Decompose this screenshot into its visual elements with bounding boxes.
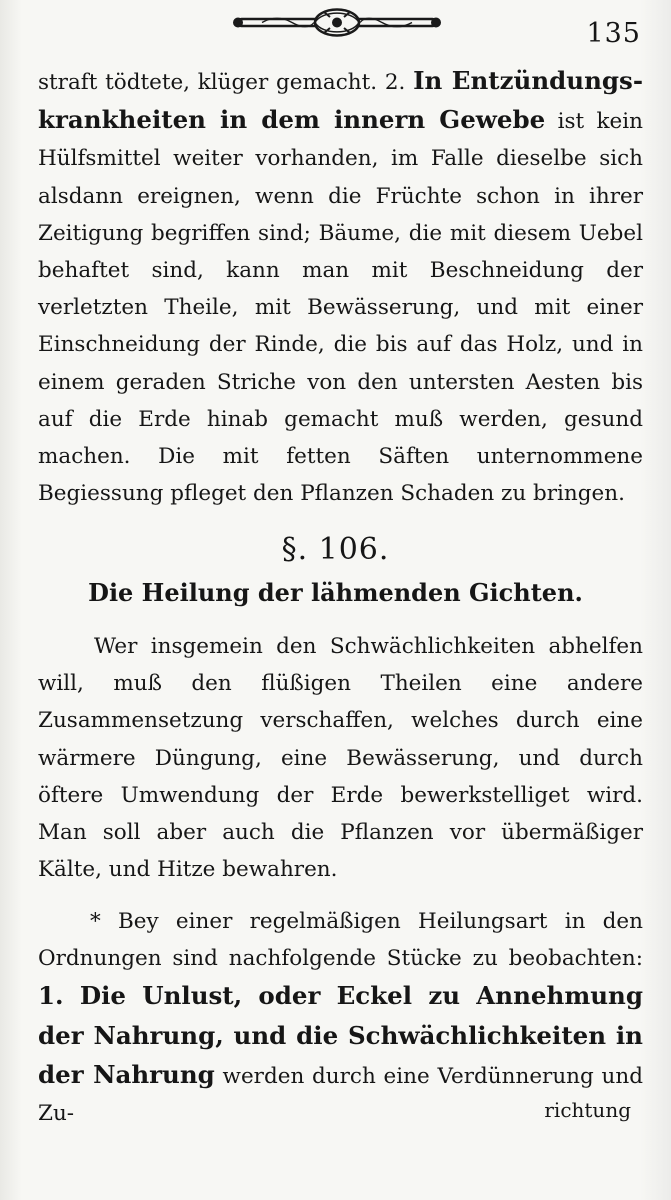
paragraph-top-lead: straft tödtete, klüger gemacht. 2.: [38, 70, 414, 95]
page-number: 135: [586, 18, 641, 49]
paragraph-main: Wer insgemein den Schwächlichkeiten abhelfen will, muß den flüßigen Theilen eine andere Zusammensetzung verschaffen, welches durch eine wärmere Düngung, eine Bewässerung, und durch öftere Umwendung der Erde bewerkstelliget wird. Man soll aber auch die Pflanzen vor übermäßiger Kälte, und Hitze bewahren.: [38, 634, 643, 883]
ornament-icon: [232, 6, 442, 40]
paragraph-note-bold: 1. Die Unlust, oder Eckel zu Annehmung der Nahrung, und die Schwächlichkeiten in der Nahrung: [38, 981, 643, 1089]
paragraph-note-lead: * Bey einer regelmäßigen Heilungsart in den Ordnungen sind nachfolgende Stücke zu beobachten:: [38, 909, 643, 972]
paragraph-top-bold: In Entzündungs-krankheiten in dem innern Gewebe: [38, 66, 643, 135]
catchword: richtung: [544, 1098, 631, 1122]
paragraph-top-rest: ist kein Hülfsmittel weiter vorhanden, im Falle dieselbe sich alsdann ereignen, wenn die Früchte schon in ihrer Zeitigung begriffen sind; Bäume, die mit diesem Uebel behaftet sind, kann man mit Beschneidung der verletzten Theile, mit Bewässerung, und mit einer Einschneidung der Rinde, die bis auf das Holz, und in einem geraden Striche von den untersten Aesten bis auf die Erde hinab gemacht muß werden, gesund machen. Die mit fetten Säften unternommene Begiessung pfleget den Pflanzen Schaden zu bringen.: [38, 109, 643, 507]
section-number: §. 106.: [281, 532, 390, 567]
paragraph-note-rest: werden durch eine Verdünnerung und Zu-: [38, 1063, 643, 1127]
section-title: Die Heilung der lähmenden Gichten.: [88, 578, 583, 607]
paragraph-top: [38, 62, 643, 512]
